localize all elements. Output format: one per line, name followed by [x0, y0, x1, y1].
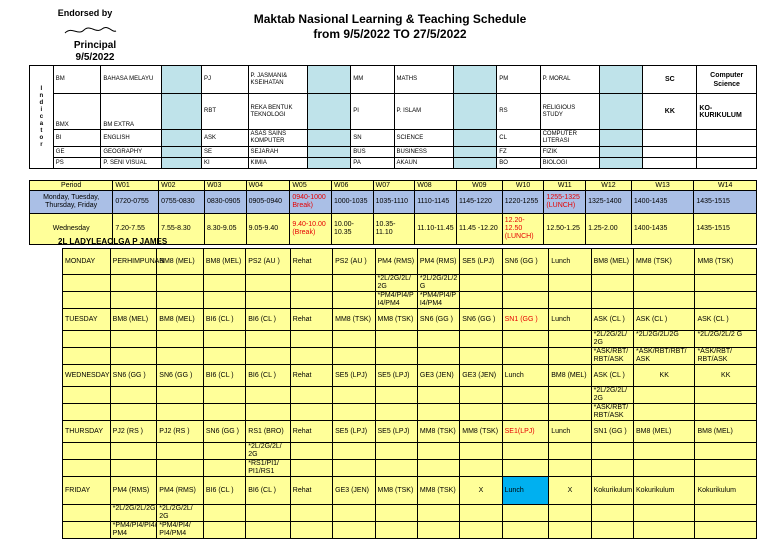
lesson-cell: Lunch [502, 365, 549, 387]
period-times-weekday-row [30, 191, 757, 214]
legend-color-cell [161, 158, 201, 169]
period-time: 0905-0940 [246, 191, 290, 214]
lesson-cell: GE3 (JEN) [417, 365, 459, 387]
sub-group-note: *ASK/RBT/ RBT/ASK [695, 348, 757, 365]
period-time: 7.55-8.30 [159, 214, 205, 245]
lesson-cell: SN1 (GG ) [591, 421, 633, 443]
legend-subject: RELIGIOUS STUDY [540, 94, 600, 130]
lesson-cell: BI6 (CL ) [203, 477, 245, 505]
sub-group-note: *ASK/RBT/ RBT/ASK [591, 404, 633, 421]
lesson-cell: SN6 (GG ) [157, 365, 204, 387]
lesson-cell: Rehat [290, 477, 332, 505]
legend-subject: BM EXTRA [101, 94, 162, 130]
tuesday-sub-row [63, 331, 757, 348]
lesson-cell: SN6 (GG ) [417, 309, 459, 331]
legend-code: BMX [53, 94, 101, 130]
period-time: 10.00-10.35 [331, 214, 373, 245]
period-time-lunch: 12.20-12.50 (LUNCH) [502, 214, 544, 245]
legend-code: PM [497, 66, 540, 94]
class-label: 2L LADYLEAOLGA P JAMES [58, 237, 168, 246]
lesson-cell: Kokurikulum [634, 477, 695, 505]
legend-code: ASK [201, 130, 248, 147]
lesson-cell: X [549, 477, 591, 505]
legend-subject: P. MORAL [540, 66, 600, 94]
legend-subject: SCIENCE [394, 130, 454, 147]
lesson-cell: Lunch [549, 421, 591, 443]
lesson-cell: PM4 (RMS) [157, 477, 204, 505]
legend-code: CL [497, 130, 540, 147]
legend-color-cell [161, 147, 201, 158]
lesson-cell: MM8 (TSK) [460, 421, 502, 443]
legend-row [30, 66, 757, 94]
lesson-cell: MM8 (TSK) [417, 421, 459, 443]
day-label: FRIDAY [63, 477, 111, 505]
class-schedule-table [62, 248, 757, 539]
lesson-cell: PM4 (RMS) [375, 249, 417, 275]
lesson-cell: SE1(LPJ) [502, 421, 549, 443]
period-col: W02 [159, 181, 205, 191]
subject-legend-table [29, 65, 757, 169]
period-time: 1325-1400 [586, 191, 632, 214]
legend-color-cell [308, 130, 351, 147]
period-time: 1035-1110 [373, 191, 415, 214]
lesson-cell: BM8 (MEL) [695, 421, 757, 443]
legend-subject: GEOGRAPHY [101, 147, 162, 158]
lesson-cell: BM8 (MEL) [157, 249, 204, 275]
period-time: 0755-0830 [159, 191, 205, 214]
legend-code: SE [201, 147, 248, 158]
legend-code: KI [201, 158, 248, 169]
sub-group-note: *ASK/RBT/ RBT/ASK [591, 348, 633, 365]
lesson-cell: BM8 (MEL) [591, 249, 633, 275]
legend-subject: P. JASMANI& KSEIHATAN [248, 66, 308, 94]
lesson-cell: MM8 (TSK) [417, 477, 459, 505]
lesson-cell: SN6 (GG ) [460, 309, 502, 331]
period-time: 9.05-9.40 [246, 214, 290, 245]
lesson-cell: SE5 (LPJ) [460, 249, 502, 275]
lesson-cell: BI6 (CL ) [246, 477, 291, 505]
day-label: THURSDAY [63, 421, 111, 443]
legend-color-cell [454, 94, 497, 130]
lesson-cell: MM8 (TSK) [333, 309, 375, 331]
lesson-cell: BI6 (CL ) [203, 365, 245, 387]
lesson-cell: BI6 (CL ) [203, 309, 245, 331]
lesson-cell: BM8 (MEL) [549, 365, 591, 387]
period-col: W05 [290, 181, 332, 191]
legend-color-cell [600, 158, 643, 169]
sub-group-note: *2L/2G/2L/ 2G [591, 331, 633, 348]
thursday-sub-row [63, 460, 757, 477]
legend-row [30, 130, 757, 147]
lesson-cell: ASK (CL ) [591, 365, 633, 387]
legend-subject: BIOLOGI [540, 158, 600, 169]
lesson-cell: GE3 (JEN) [460, 365, 502, 387]
legend-code: RS [497, 94, 540, 130]
title-line-1: Maktab Nasional Learning & Teaching Schedule [253, 12, 527, 26]
legend-subject: ENGLISH [101, 130, 162, 147]
sub-group-note: *2L/2G/2L/ 2G [591, 387, 633, 404]
period-col: W09 [456, 181, 502, 191]
legend-empty [643, 130, 697, 147]
legend-color-cell [454, 66, 497, 94]
sub-group-note: *2L/2G/2L/ 2G [375, 275, 417, 292]
legend-code: MM [351, 66, 394, 94]
lesson-cell: Lunch [549, 249, 591, 275]
legend-empty [697, 147, 757, 158]
legend-subject: BAHASA MELAYU [101, 66, 162, 94]
sub-group-note: *2L/2G/2L/2G [110, 505, 157, 522]
lesson-cell: Rehat [290, 365, 332, 387]
lesson-cell: RS1 (BRO) [246, 421, 291, 443]
period-label: Period [30, 181, 113, 191]
lesson-cell: BM8 (MEL) [634, 421, 695, 443]
period-col: W01 [113, 181, 159, 191]
period-time: 8.30-9.05 [204, 214, 246, 245]
lesson-cell: SN6 (GG ) [502, 249, 549, 275]
period-time: 7.20-7.55 [113, 214, 159, 245]
lesson-cell: GE3 (JEN) [333, 477, 375, 505]
sub-group-note: *PM4/PI4/PI4/ PM4 [110, 522, 157, 539]
monday-sub-row [63, 292, 757, 309]
lesson-cell: PJ2 (RS ) [110, 421, 157, 443]
period-header-row [30, 181, 757, 191]
legend-code: BO [497, 158, 540, 169]
period-col: W13 [631, 181, 693, 191]
lesson-cell: PS2 (AU ) [246, 249, 291, 275]
period-time: 1220-1255 [502, 191, 544, 214]
lesson-cell: BM8 (MEL) [203, 249, 245, 275]
principal-block [52, 40, 138, 64]
tuesday-sub-row [63, 348, 757, 365]
legend-code: BI [53, 130, 101, 147]
monday-sub-row [63, 275, 757, 292]
period-time: 11.10-11.45 [415, 214, 457, 245]
lesson-cell: SE5 (LPJ) [333, 421, 375, 443]
legend-code: BUS [351, 147, 394, 158]
lesson-cell: PJ2 (RS ) [157, 421, 204, 443]
principal-label: Principal [73, 40, 117, 51]
legend-color-cell [308, 158, 351, 169]
legend-subject: REKA BENTUK TEKNOLOGI [248, 94, 308, 130]
lesson-cell: MM8 (TSK) [634, 249, 695, 275]
legend-code: GE [53, 147, 101, 158]
legend-empty [697, 158, 757, 169]
legend-color-cell [600, 66, 643, 94]
period-time-lunch: 1255-1325 (LUNCH) [544, 191, 586, 214]
title-line-2: from 9/5/2022 TO 27/5/2022 [313, 27, 467, 41]
lesson-cell: BI6 (CL ) [246, 365, 291, 387]
lesson-cell: Rehat [290, 421, 332, 443]
lesson-cell: Kokurikulum [695, 477, 757, 505]
lesson-cell: ASK (CL ) [695, 309, 757, 331]
legend-code: FZ [497, 147, 540, 158]
legend-color-cell [600, 130, 643, 147]
page-title [180, 12, 600, 42]
lesson-cell: BI6 (CL ) [246, 309, 291, 331]
legend-color-cell [161, 130, 201, 147]
friday-sub-row [63, 505, 757, 522]
period-time: 11.45 -12.20 [456, 214, 502, 245]
period-col: W11 [544, 181, 586, 191]
sub-group-note: *2L/2G/2L/ 2G [157, 505, 204, 522]
legend-empty [643, 147, 697, 158]
legend-row [30, 158, 757, 169]
lesson-cell: PM4 (RMS) [110, 477, 157, 505]
legend-empty [643, 158, 697, 169]
endorsed-label: Endorsed by [57, 8, 113, 18]
period-time: 0830-0905 [204, 191, 246, 214]
period-time: 1.25-2.00 [586, 214, 632, 245]
legend-color-cell [454, 130, 497, 147]
lesson-cell: ASK (CL ) [634, 309, 695, 331]
lesson-cell: SN1 (GG ) [502, 309, 549, 331]
legend-subject: FIZIK [540, 147, 600, 158]
lesson-cell: Kokurikulum [591, 477, 633, 505]
lesson-cell: KK [634, 365, 695, 387]
legend-row [30, 94, 757, 130]
day-label: WEDNESDAY [63, 365, 111, 387]
days-label: Wednesday [30, 214, 113, 245]
legend-subject: P. SENI VISUAL [101, 158, 162, 169]
legend-code: KK [643, 94, 697, 130]
legend-code: PJ [201, 66, 248, 94]
sub-group-note: *PM4/PI4/ PI4/PM4 [157, 522, 204, 539]
tuesday-row [63, 309, 757, 331]
legend-code: SN [351, 130, 394, 147]
friday-sub-row [63, 522, 757, 539]
sub-group-note: *RS1/PI1/ PI1/RS1 [246, 460, 291, 477]
legend-color-cell [308, 66, 351, 94]
period-time: 1000-1035 [331, 191, 373, 214]
period-col: W10 [502, 181, 544, 191]
period-time: 1435-1515 [694, 191, 757, 214]
lesson-cell: SE5 (LPJ) [333, 365, 375, 387]
legend-subject: SEJARAH [248, 147, 308, 158]
wednesday-sub-row [63, 387, 757, 404]
legend-empty [697, 130, 757, 147]
lesson-cell: BM8 (MEL) [157, 309, 204, 331]
lesson-cell: BM8 (MEL) [110, 309, 157, 331]
period-time-break: 0940-1000 Break) [290, 191, 332, 214]
lesson-cell: PS2 (AU ) [333, 249, 375, 275]
monday-row [63, 249, 757, 275]
sub-group-note: *2L/2G/2L/ 2G [246, 443, 291, 460]
day-label: TUESDAY [63, 309, 111, 331]
lesson-cell: Rehat [290, 249, 332, 275]
lesson-cell: Lunch [502, 477, 549, 505]
legend-color-cell [600, 147, 643, 158]
period-col: W14 [694, 181, 757, 191]
period-time: 1145-1220 [456, 191, 502, 214]
sub-group-note: *PM4/PI4/P I4/PM4 [375, 292, 417, 309]
legend-color-cell [161, 66, 201, 94]
period-time: 12.50-1.25 [544, 214, 586, 245]
days-label: Monday, Tuesday, Thursday, Friday [30, 191, 113, 214]
lesson-cell: SE5 (LPJ) [375, 421, 417, 443]
legend-subject: MATHS [394, 66, 454, 94]
lesson-cell: PM4 (RMS) [417, 249, 459, 275]
indicator-label: I n d i c a t o r [30, 66, 54, 169]
sub-group-note: *2L/2G/2L/2 G [695, 331, 757, 348]
period-col: W06 [331, 181, 373, 191]
legend-color-cell [161, 94, 201, 130]
legend-color-cell [308, 94, 351, 130]
sub-group-note: *ASK/RBT/RBT/ ASK [634, 348, 695, 365]
lesson-cell: MM8 (TSK) [695, 249, 757, 275]
lesson-cell: SN6 (GG ) [110, 365, 157, 387]
period-col: W08 [415, 181, 457, 191]
lesson-cell: ASK (CL ) [591, 309, 633, 331]
lesson-cell: Lunch [549, 309, 591, 331]
legend-color-cell [454, 147, 497, 158]
legend-subject: KIMIA [248, 158, 308, 169]
period-time: 10.35-11.10 [373, 214, 415, 245]
legend-code: PA [351, 158, 394, 169]
legend-code: BM [53, 66, 101, 94]
legend-subject: ASAS SAINS KOMPUTER [248, 130, 308, 147]
legend-color-cell [454, 158, 497, 169]
friday-row [63, 477, 757, 505]
lesson-cell: Rehat [290, 309, 332, 331]
legend-subject: Computer Science [697, 66, 757, 94]
period-time: 0720-0755 [113, 191, 159, 214]
legend-subject: P. ISLAM [394, 94, 454, 130]
period-col: W03 [204, 181, 246, 191]
legend-code: SC [643, 66, 697, 94]
lesson-cell: X [460, 477, 502, 505]
period-times-table [29, 180, 757, 245]
sub-group-note: *PM4/PI4/P I4/PM4 [417, 292, 459, 309]
period-col: W07 [373, 181, 415, 191]
legend-subject: BUSINESS [394, 147, 454, 158]
lesson-cell: MM8 (TSK) [375, 477, 417, 505]
sub-group-note: *2L/2G/2L/2 G [417, 275, 459, 292]
wednesday-row [63, 365, 757, 387]
legend-code: PS [53, 158, 101, 169]
legend-color-cell [600, 94, 643, 130]
day-label: MONDAY [63, 249, 111, 275]
legend-color-cell [308, 147, 351, 158]
legend-subject: COMPUTER LITERASI [540, 130, 600, 147]
period-time: 1400-1435 [631, 191, 693, 214]
legend-subject: AKAUN [394, 158, 454, 169]
endorse-date: 9/5/2022 [75, 52, 115, 63]
lesson-cell: SE5 (LPJ) [375, 365, 417, 387]
lesson-cell: PERHIMPUNAN [110, 249, 157, 275]
period-time-break: 9.40-10.00 (Break) [290, 214, 332, 245]
lesson-cell: SN6 (GG ) [203, 421, 245, 443]
thursday-sub-row [63, 443, 757, 460]
period-col: W12 [586, 181, 632, 191]
period-time: 1110-1145 [415, 191, 457, 214]
wednesday-sub-row [63, 404, 757, 421]
period-time: 1435-1515 [694, 214, 757, 245]
sub-group-note: *2L/2G/2L/2G [634, 331, 695, 348]
legend-subject: KO-KURIKULUM [697, 94, 757, 130]
legend-code: PI [351, 94, 394, 130]
lesson-cell: MM8 (TSK) [375, 309, 417, 331]
lesson-cell: KK [695, 365, 757, 387]
period-col: W04 [246, 181, 290, 191]
period-time: 1400-1435 [631, 214, 693, 245]
legend-code: RBT [201, 94, 248, 130]
legend-row [30, 147, 757, 158]
thursday-row [63, 421, 757, 443]
signature-image [60, 26, 120, 36]
